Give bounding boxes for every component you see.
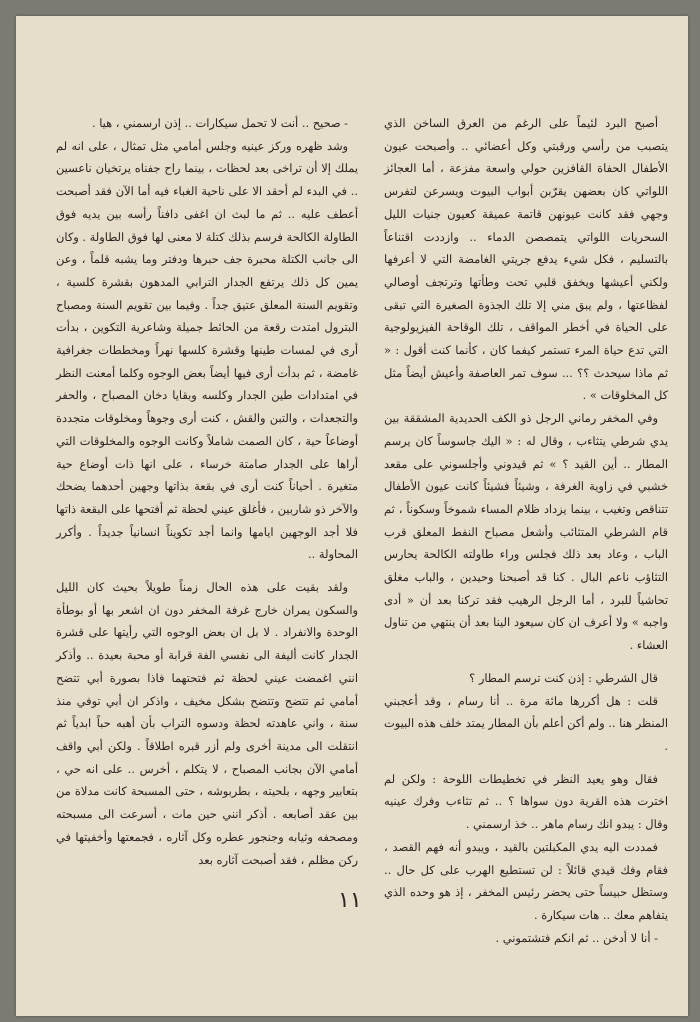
paragraph: قال الشرطي : إذن كنت ترسم المطار ؟ <box>469 670 658 685</box>
page-number: ١١ <box>338 888 362 913</box>
paragraph: وفي المخفر رماني الرجل ذو الكف الحديدية المشققة بين يدي شرطي يتثاءب ، وقال له : « اليك جاسوساً كان يرسم المطار .. أين القيد ؟ » ثم قيدوني وأجلسوني على مقعد خشبي في زاوية الغرفة ، وشيئاً فشيئاً كانت عيون الأطفال تتناقص وتغيب ، بينما يزداد ظلام المساء شموخاً وسكوناً ، ثم قام الشرطي المتثائب وأشعل مصباح النفط المعلق قرب الباب ، وعاد بعد ذلك فجلس وراء طاولته الكالحة يحارس التثاؤب ناعم البال . كنا قد أصبحنا وحيدين ، والباب مغلق تحاشياً للبرد ، أما الرجل الرهيب فقد تركنا بعد أن « أدى واجبه » ولا أعرف ان كان سيعود الينا بعد أن ينتهي من تناول العشاء . <box>384 411 668 653</box>
text-column-left <box>56 112 358 871</box>
paragraph: فمددت اليه يدي المكبلتين بالقيد ، ويبدو أنه فهم القصد ، فقام وفك قيدي قائلاً : لن تستطيع الهرب على كل حال .. وستظل حبيساً حتى يحضر رئيس المخفر ، إذ هو وحده الذي يتفاهم معك .. هات سيكارة . <box>384 839 668 922</box>
document-page <box>16 16 688 1016</box>
paragraph: أصبح البرد لئيماً على الرغم من العرق الساخن الذي يتصبب من رأسي ورقبتي وكل أعضائي .. وأصبحت عيون الأطفال الحفاة القافزين حولي واسعة مفزعة ، أما العجائز اللواتي كان بعضهن يقرّبن أبواب البيوت ويسرعن لتفرس وجهي فقد كانت عيونهن قاتمة عميقة كعيون جنيات الليل السحريات اللواتي يتمصصن الدماء .. وازددت اقتناعاً بالتسليم ، فكل شيء يدفع جريتي الغامضة التي لا أعرفها ولكني أعيشها ويخفق قلبي تحت وطأتها وترتجف أوصالي لفظاعتها ، ولم يبق مني إلا تلك الجذوة الصغيرة التي تبقى على الحياة في أخطر المواقف ، تلك الوقاحة الفيزيولوجية التي تدع حياة المرء تستمر كيفما كان ، كأنما كنت أقول : « ثم ماذا سيحدث ؟؟ ... سوف تمر العاصفة وأعيش أيضاً مثل كل المخلوقات » . <box>384 116 668 403</box>
paragraph: فقال وهو يعيد النظر في تخطيطات اللوحة : ولكن لم اخترت هذه القرية دون سواها ؟ .. ثم تثاءب وفرك عينيه وقال : يبدو انك رسام ماهر .. خذ ارسمني . <box>384 771 668 832</box>
paragraph: وشد ظهره وركز عينيه وجلس أمامي مثل تمثال ، على انه لم يملك إلا أن تراخى بعد لحظات ، بينما راح جفناه يرتخيان ناعسين .. في البدء لم أحقد الا على ناحية الغباء فيه أما الآن فقد أصبحت أعطف عليه .. ثم ما لبث ان اغفى دافناً رأسه بين يديه فوق الطاولة الكالحة فرسم بذلك كتلة لا معنى لها فوق الطاولة . وكان الى جانب الكتلة محبرة جف حبرها ودفتر وما يشبه قلماً ، وعن يمين كل ذلك يرتفع الجدار الترابي المدهون بقشرة كلسية ، وتقويم السنة المعلق عتيق جداً . وفيما بين تقويم السنة ومصباح البترول امتدت رقعة من الحائط جميلة وشاعرية التكوين ، بدأت أرى في لمسات طينها وقشرة كلسها نهراً ومخططات جغرافية غامضة ، ثم بدأت أرى فيها أيضاً بعض الوجوه وكلما أمعنت النظر في امتدادات طين الجدار وكلسه وبقايا دخان المصباح ، والحفر والتجعدات ، والتبن والقش ، كنت أرى وجوهاً ومخلوقات متجددة أوضاعاً حية ، كان الصمت شاملاً وكانت الوجوه والمخلوقات التي أراها على الجدار صامتة خرساء ، على انها ذات أوضاع حية متغيرة . أحياناً كنت أرى في بقعة بذاتها وجهين أحدهما يضحك والآخر ذو شاربين ، فأغلق عيني لحظة ثم أفتحها على البقعة ذاتها فلا أجد الوجهين ايامها وانما أجد تكويناً انسانياً جديداً . وأكرر المحاولة .. <box>56 138 358 562</box>
paragraph: - أنا لا أدخن .. ثم انكم فتشتموني . <box>495 930 658 945</box>
paragraph: ولقد بقيت على هذه الحال زمناً طويلاً بحيث كان الليل والسكون يمران خارج غرفة المخفر دون ان اشعر بها أو بوطأة الوحدة والانفراد . لا بل ان بعض الوجوه التي رأيتها على قشرة الجدار كانت أليفة الى نفسي الفة قرابة أو محبة بعيدة .. وأذكر انني اغمضت عيني لحظة ثم فتحتهما فاذا بصورة أبي تتضح أمامي ثم تتضح وتتضح بشكل مخيف ، واذكر ان أبي توفي منذ سنة ، واني عاهدته لحظة ودسوه التراب بأن أهبه حباً ابدياً ثم انتقلت الى مدينة أخرى ولم أزر قبره اطلاقاً . ولكن أبي واقف أمامي الآن بجانب المصباح ، لا يتكلم ، أخرس .. على انه حي ، بتعابير وجهه ، بلحيته ، بطربوشه ، حتى المسبحة كانت مدلاة من بين عقد أصابعه . أذكر انني حين مات ، أسرعت الى مسبحته ومصحفه وثيابه وجنجور عطره وكل آثاره ، فجمعتها وأخفيتها في ركن مظلم ، فقد أصبحت آثاره بعد <box>56 580 358 867</box>
paragraph: - صحيح .. أنت لا تحمل سيكارات .. إذن ارسمني ، هيا . <box>91 116 348 130</box>
paragraph: قلت : هل أكررها مائة مرة .. أنا رسام ، وقد أعجبني المنظر هنا .. ولم أكن أعلم بأن المطار يمتد خلف هذه البيوت . <box>384 693 668 753</box>
text-column-right <box>384 112 668 949</box>
